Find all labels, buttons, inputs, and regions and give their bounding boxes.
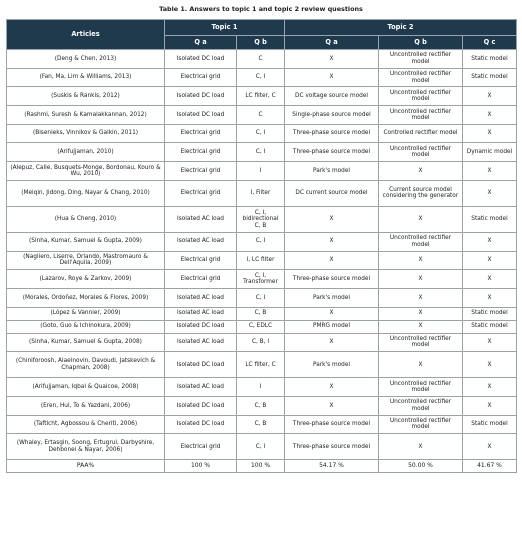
- cell: C, I, Transformer: [237, 270, 285, 289]
- paa-cell: 54.17 %: [285, 460, 379, 473]
- cell: X: [463, 251, 517, 270]
- article-cell: (Tafticht, Agbossou & Cheriti, 2006): [7, 415, 165, 434]
- table-row: [7, 143, 517, 162]
- article-cell: (Arifujjaman, Iqbal & Quaicoe, 2008): [7, 378, 165, 397]
- table-row: [7, 333, 517, 352]
- cell: Uncontrolled rectifier model: [379, 232, 463, 251]
- paa-cell: 50.00 %: [379, 460, 463, 473]
- cell: Isolated DC load: [165, 415, 237, 434]
- article-cell: (Alepuz, Calle, Busquets-Monge, Bordonau, Kouro & Wu, 2010): [7, 162, 165, 181]
- table-row: [7, 124, 517, 143]
- cell: X: [285, 50, 379, 69]
- cell: Uncontrolled rectifier model: [379, 415, 463, 434]
- table-row: [7, 232, 517, 251]
- cell: Three-phase source model: [285, 415, 379, 434]
- article-cell: (Sinha, Kumar, Samuel & Gupta, 2008): [7, 333, 165, 352]
- cell: Uncontrolled rectifier model: [379, 106, 463, 125]
- cell: C, B: [237, 307, 285, 320]
- cell: X: [285, 396, 379, 415]
- article-cell: (Nagliero, Liserre, Orlando, Mastromauro & Dell'Aquila, 2009): [7, 251, 165, 270]
- cell: Isolated DC load: [165, 106, 237, 125]
- table-row: [7, 434, 517, 460]
- cell: Electrical grid: [165, 124, 237, 143]
- cell: X: [463, 180, 517, 206]
- article-cell: (Eren, Hui, To & Yazdani, 2006): [7, 396, 165, 415]
- cell: I: [237, 378, 285, 397]
- cell: PMRG model: [285, 320, 379, 333]
- cell: Uncontrolled rectifier model: [379, 50, 463, 69]
- table-row: [7, 270, 517, 289]
- table-row: [7, 352, 517, 378]
- cell: Uncontrolled rectifier model: [379, 378, 463, 397]
- paa-cell: 41.67 %: [463, 460, 517, 473]
- cell: Isolated AC load: [165, 206, 237, 232]
- paa-cell: 100 %: [237, 460, 285, 473]
- cell: C, I: [237, 68, 285, 87]
- cell: X: [463, 106, 517, 125]
- table-row: [7, 162, 517, 181]
- cell: LC filter, C: [237, 87, 285, 106]
- paa-row: [7, 460, 517, 473]
- cell: C, B: [237, 415, 285, 434]
- topic2-qc-header: Q c: [463, 36, 517, 50]
- review-table: [6, 19, 517, 473]
- cell: X: [285, 206, 379, 232]
- topic1-header: Topic 1: [165, 20, 285, 36]
- cell: Current source model considering the generator: [379, 180, 463, 206]
- cell: X: [379, 206, 463, 232]
- topic1-qb-header: Q b: [237, 36, 285, 50]
- cell: Park's model: [285, 288, 379, 307]
- cell: X: [285, 251, 379, 270]
- cell: C, I: [237, 143, 285, 162]
- cell: DC current source model: [285, 180, 379, 206]
- cell: Isolated AC load: [165, 378, 237, 397]
- cell: X: [379, 270, 463, 289]
- cell: X: [463, 352, 517, 378]
- article-cell: (Rashmi, Suresh & Kamalakkannan, 2012): [7, 106, 165, 125]
- cell: C, I: [237, 434, 285, 460]
- cell: Electrical grid: [165, 251, 237, 270]
- cell: DC voltage source model: [285, 87, 379, 106]
- article-cell: (Bisenieks, Vinnikov & Galkin, 2011): [7, 124, 165, 143]
- article-cell: (Suskis & Rankis, 2012): [7, 87, 165, 106]
- cell: C: [237, 50, 285, 69]
- cell: C, I: [237, 288, 285, 307]
- table-row: [7, 288, 517, 307]
- cell: X: [463, 333, 517, 352]
- cell: X: [379, 162, 463, 181]
- cell: Uncontrolled rectifier model: [379, 143, 463, 162]
- article-cell: (Hua & Cheng, 2010): [7, 206, 165, 232]
- cell: X: [463, 434, 517, 460]
- cell: X: [463, 396, 517, 415]
- cell: Controlled rectifier model: [379, 124, 463, 143]
- cell: Park's model: [285, 162, 379, 181]
- cell: Static model: [463, 68, 517, 87]
- cell: Electrical grid: [165, 180, 237, 206]
- cell: Dynamic model: [463, 143, 517, 162]
- cell: C: [237, 106, 285, 125]
- cell: C, I: [237, 124, 285, 143]
- cell: X: [463, 232, 517, 251]
- cell: Isolated DC load: [165, 87, 237, 106]
- cell: X: [379, 307, 463, 320]
- article-cell: (Meiqin, Jidong, Ding, Nayar & Chang, 2010): [7, 180, 165, 206]
- table-caption: Table 1. Answers to topic 1 and topic 2 review questions: [159, 5, 363, 13]
- table-row: [7, 396, 517, 415]
- cell: LC filter, C: [237, 352, 285, 378]
- topic2-header: Topic 2: [285, 20, 517, 36]
- cell: X: [463, 87, 517, 106]
- cell: X: [379, 320, 463, 333]
- cell: C, B: [237, 396, 285, 415]
- table-row: [7, 307, 517, 320]
- cell: I, LC filter: [237, 251, 285, 270]
- article-cell: (Chiniforoosh, Alaeinovin, Davoudi, Jatskevich & Chapman, 2008): [7, 352, 165, 378]
- paa-cell: 100 %: [165, 460, 237, 473]
- table-row: [7, 87, 517, 106]
- cell: Three-phase source model: [285, 270, 379, 289]
- table-row: [7, 206, 517, 232]
- cell: Electrical grid: [165, 68, 237, 87]
- cell: Electrical grid: [165, 270, 237, 289]
- table-row: [7, 415, 517, 434]
- table-row: [7, 378, 517, 397]
- cell: Electrical grid: [165, 434, 237, 460]
- cell: X: [463, 270, 517, 289]
- cell: Isolated DC load: [165, 50, 237, 69]
- cell: Isolated AC load: [165, 333, 237, 352]
- article-cell: (Goto, Guo & Ichinokura, 2009): [7, 320, 165, 333]
- article-cell: (Arifujjaman, 2010): [7, 143, 165, 162]
- cell: X: [285, 333, 379, 352]
- cell: C, I, bidirectional C, B: [237, 206, 285, 232]
- cell: X: [379, 288, 463, 307]
- cell: X: [285, 68, 379, 87]
- topic1-qa-header: Q a: [165, 36, 237, 50]
- cell: X: [285, 378, 379, 397]
- cell: Isolated DC load: [165, 320, 237, 333]
- cell: Static model: [463, 307, 517, 320]
- article-cell: (Whaley, Ertasgin, Soong, Ertugrul, Darbyshire, Dehbonei & Nayar, 2006): [7, 434, 165, 460]
- cell: I: [237, 162, 285, 181]
- cell: X: [463, 378, 517, 397]
- cell: Three-phase source model: [285, 143, 379, 162]
- cell: Isolated AC load: [165, 307, 237, 320]
- cell: Single-phase source model: [285, 106, 379, 125]
- cell: X: [285, 307, 379, 320]
- table-body: [7, 50, 517, 473]
- table-row: [7, 106, 517, 125]
- cell: Isolated DC load: [165, 396, 237, 415]
- paa-label: PAA%: [7, 460, 165, 473]
- cell: Electrical grid: [165, 143, 237, 162]
- article-cell: (Morales, Ordoñez, Morales & Flores, 2009): [7, 288, 165, 307]
- cell: C, EDLC: [237, 320, 285, 333]
- table-row: [7, 180, 517, 206]
- article-cell: (Fan, Ma, Lim & Williams, 2013): [7, 68, 165, 87]
- article-cell: (Sinha, Kumar, Samuel & Gupta, 2009): [7, 232, 165, 251]
- article-cell: (Lazarov, Roye & Zarkov, 2009): [7, 270, 165, 289]
- table-row: [7, 50, 517, 69]
- cell: Static model: [463, 50, 517, 69]
- topic2-qa-header: Q a: [285, 36, 379, 50]
- cell: Uncontrolled rectifier model: [379, 396, 463, 415]
- cell: Park's model: [285, 352, 379, 378]
- cell: C, I: [237, 232, 285, 251]
- cell: Static model: [463, 320, 517, 333]
- cell: I, Filter: [237, 180, 285, 206]
- cell: Static model: [463, 206, 517, 232]
- article-cell: (Deng & Chen, 2013): [7, 50, 165, 69]
- cell: C, B, I: [237, 333, 285, 352]
- cell: Uncontrolled rectifier model: [379, 87, 463, 106]
- table-row: [7, 320, 517, 333]
- articles-header: Articles: [7, 20, 165, 50]
- cell: Isolated AC load: [165, 232, 237, 251]
- cell: X: [379, 434, 463, 460]
- cell: Static model: [463, 415, 517, 434]
- cell: Uncontrolled rectifier model: [379, 333, 463, 352]
- cell: X: [379, 251, 463, 270]
- cell: X: [463, 124, 517, 143]
- article-cell: (López & Vannier, 2009): [7, 307, 165, 320]
- cell: X: [285, 232, 379, 251]
- cell: Uncontrolled rectifier model: [379, 68, 463, 87]
- cell: Three-phase source model: [285, 124, 379, 143]
- cell: X: [379, 352, 463, 378]
- cell: Three-phase source model: [285, 434, 379, 460]
- cell: X: [463, 288, 517, 307]
- cell: Isolated DC load: [165, 352, 237, 378]
- cell: X: [463, 162, 517, 181]
- table-row: [7, 251, 517, 270]
- cell: Isolated AC load: [165, 288, 237, 307]
- cell: Electrical grid: [165, 162, 237, 181]
- table-row: [7, 68, 517, 87]
- topic2-qb-header: Q b: [379, 36, 463, 50]
